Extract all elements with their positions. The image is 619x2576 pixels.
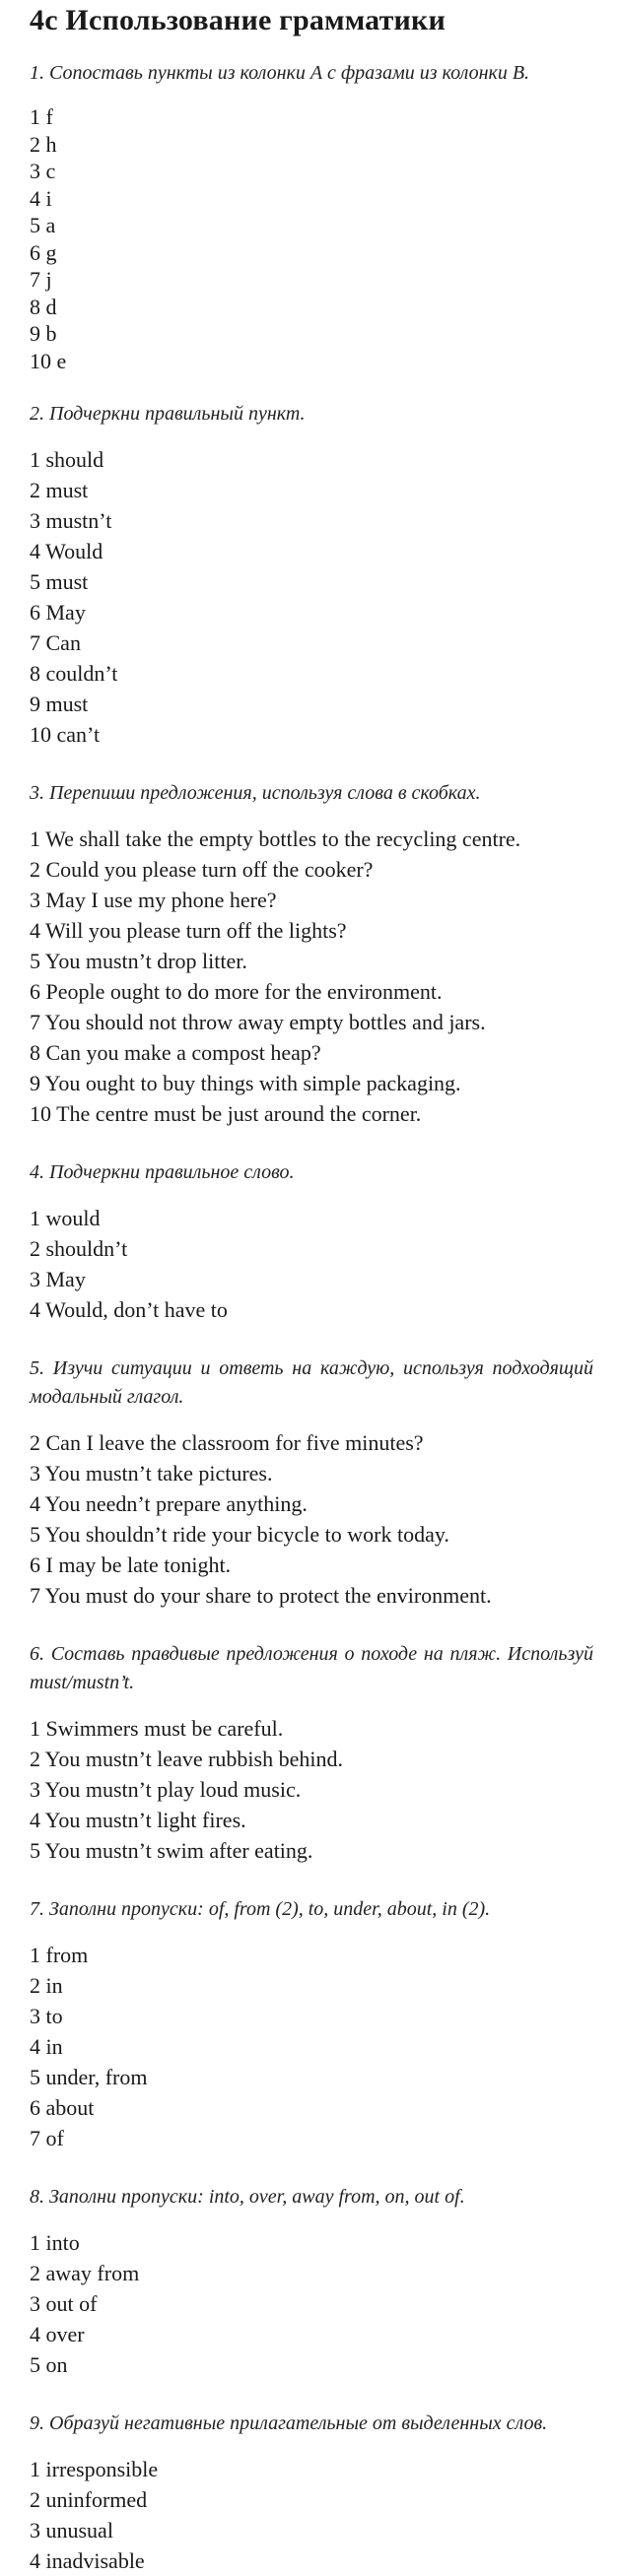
answer-item: 10 e	[30, 348, 67, 373]
answer-item: 5 must	[30, 569, 89, 594]
answer-item: 2 in	[30, 1973, 63, 1998]
answer-item: 6 May	[30, 600, 86, 625]
answer-item: 1 into	[30, 2230, 80, 2255]
answer-item: 9 You ought to buy things with simple packaging.	[30, 1071, 461, 1095]
exercise-8	[30, 2183, 593, 2380]
exercise-instruction: 7. Заполни пропуски: of, from (2), to, under, about, in (2).	[30, 1898, 491, 1920]
answer-item: 8 d	[30, 294, 57, 319]
answer-item: 1 from	[30, 1943, 89, 1967]
answer-item: 4 over	[30, 2322, 85, 2346]
answer-item: 10 The centre must be just around the corner.	[30, 1101, 422, 1126]
exercise-instruction: 3. Перепиши предложения, используя слова в скобках.	[30, 782, 481, 804]
answer-item: 3 You mustn’t take pictures.	[30, 1461, 273, 1486]
answer-item: 4 You mustn’t light fires.	[30, 1808, 246, 1832]
answer-item: 2 Could you please turn off the cooker?	[30, 857, 374, 882]
answer-item: 1 irresponsible	[30, 2457, 159, 2481]
answer-list	[30, 824, 593, 1129]
answer-item: 1 would	[30, 1206, 101, 1230]
answer-item: 8 Can you make a compost heap?	[30, 1040, 321, 1065]
exercise-3	[30, 779, 593, 1129]
answer-item: 3 May	[30, 1267, 86, 1291]
answer-item: 7 Can	[30, 630, 81, 655]
exercise-instruction: 4. Подчеркни правильное слово.	[30, 1161, 295, 1183]
answer-item: 6 g	[30, 239, 57, 265]
exercise-1	[30, 59, 593, 374]
answer-item: 2 Can I leave the classroom for five minutes?	[30, 1430, 424, 1455]
answer-item: 5 You shouldn’t ride your bicycle to work today.	[30, 1522, 449, 1547]
answer-list	[30, 103, 593, 374]
answer-item: 3 mustn’t	[30, 508, 112, 533]
exercise-9	[30, 2410, 593, 2576]
answer-item: 3 You mustn’t play loud music.	[30, 1777, 302, 1802]
answer-list	[30, 444, 593, 750]
answer-item: 9 b	[30, 321, 57, 346]
answer-item: 3 May I use my phone here?	[30, 888, 277, 912]
answer-item: 2 h	[30, 131, 57, 157]
exercise-instruction: 8. Заполни пропуски: into, over, away from, on, out of.	[30, 2186, 465, 2208]
answer-list	[30, 1940, 593, 2153]
answer-item: 4 Will you please turn off the lights?	[30, 918, 347, 943]
answer-item: 1 should	[30, 447, 104, 472]
answer-list	[30, 1203, 593, 1325]
answer-item: 5 a	[30, 213, 56, 237]
answer-item: 6 I may be late tonight.	[30, 1552, 232, 1577]
exercise-instruction: 5. Изучи ситуации и ответь на каждую, используя подходящий модальный глагол.	[30, 1357, 593, 1408]
exercise-instruction: 2. Подчеркни правильный пункт.	[30, 403, 306, 425]
exercise-4	[30, 1158, 593, 1325]
exercise-instruction: 9. Образуй негативные прилагательные от выделенных слов.	[30, 2412, 548, 2434]
answer-item: 7 j	[30, 267, 52, 292]
answer-item: 4 Would	[30, 539, 103, 563]
answer-item: 10 can’t	[30, 722, 101, 747]
answer-item: 1 Swimmers must be careful.	[30, 1716, 284, 1741]
answer-item: 5 You mustn’t swim after eating.	[30, 1838, 313, 1863]
answer-item: 4 Would, don’t have to	[30, 1297, 228, 1322]
answer-list	[30, 2227, 593, 2380]
answer-item: 5 You mustn’t drop litter.	[30, 949, 247, 973]
answer-item: 3 out of	[30, 2291, 98, 2316]
page-title: 4c Использование грамматики	[30, 4, 446, 36]
exercise-2	[30, 400, 593, 750]
answer-item: 8 couldn’t	[30, 661, 118, 686]
answer-item: 2 You mustn’t leave rubbish behind.	[30, 1747, 343, 1771]
answer-item: 5 under, from	[30, 2065, 148, 2089]
answer-item: 7 You must do your share to protect the environment.	[30, 1583, 492, 1608]
answer-item: 4 You needn’t prepare anything.	[30, 1491, 308, 1516]
answer-item: 5 on	[30, 2352, 68, 2377]
answer-item: 2 shouldn’t	[30, 1236, 128, 1261]
answer-item: 2 must	[30, 478, 89, 502]
exercise-6	[30, 1640, 593, 1866]
answer-item: 4 i	[30, 185, 52, 211]
answer-item: 9 must	[30, 692, 89, 716]
answer-item: 7 You should not throw away empty bottles and jars.	[30, 1010, 486, 1034]
exercise-instruction: 6. Составь правдивые предложения о походе на пляж. Используй must/mustn’t.	[30, 1643, 593, 1693]
answer-item: 7 of	[30, 2126, 64, 2150]
answer-item: 4 in	[30, 2034, 63, 2059]
exercise-5	[30, 1354, 593, 1611]
answer-item: 3 unusual	[30, 2518, 113, 2543]
answer-item: 3 c	[30, 159, 56, 183]
answer-list	[30, 2454, 593, 2576]
exercise-7	[30, 1895, 593, 2153]
answer-item: 6 People ought to do more for the environment.	[30, 979, 443, 1004]
answer-item: 6 about	[30, 2095, 95, 2120]
answer-list	[30, 1713, 593, 1866]
answer-item: 1 We shall take the empty bottles to the recycling centre.	[30, 826, 521, 851]
exercise-instruction: 1. Сопоставь пункты из колонки А с фразами из колонки В.	[30, 62, 530, 84]
answer-item: 1 f	[30, 104, 53, 129]
answer-item: 2 away from	[30, 2261, 140, 2285]
answer-item: 3 to	[30, 2004, 63, 2028]
answer-item: 4 inadvisable	[30, 2548, 145, 2573]
answer-item: 2 uninformed	[30, 2487, 148, 2512]
answer-list	[30, 1427, 593, 1611]
